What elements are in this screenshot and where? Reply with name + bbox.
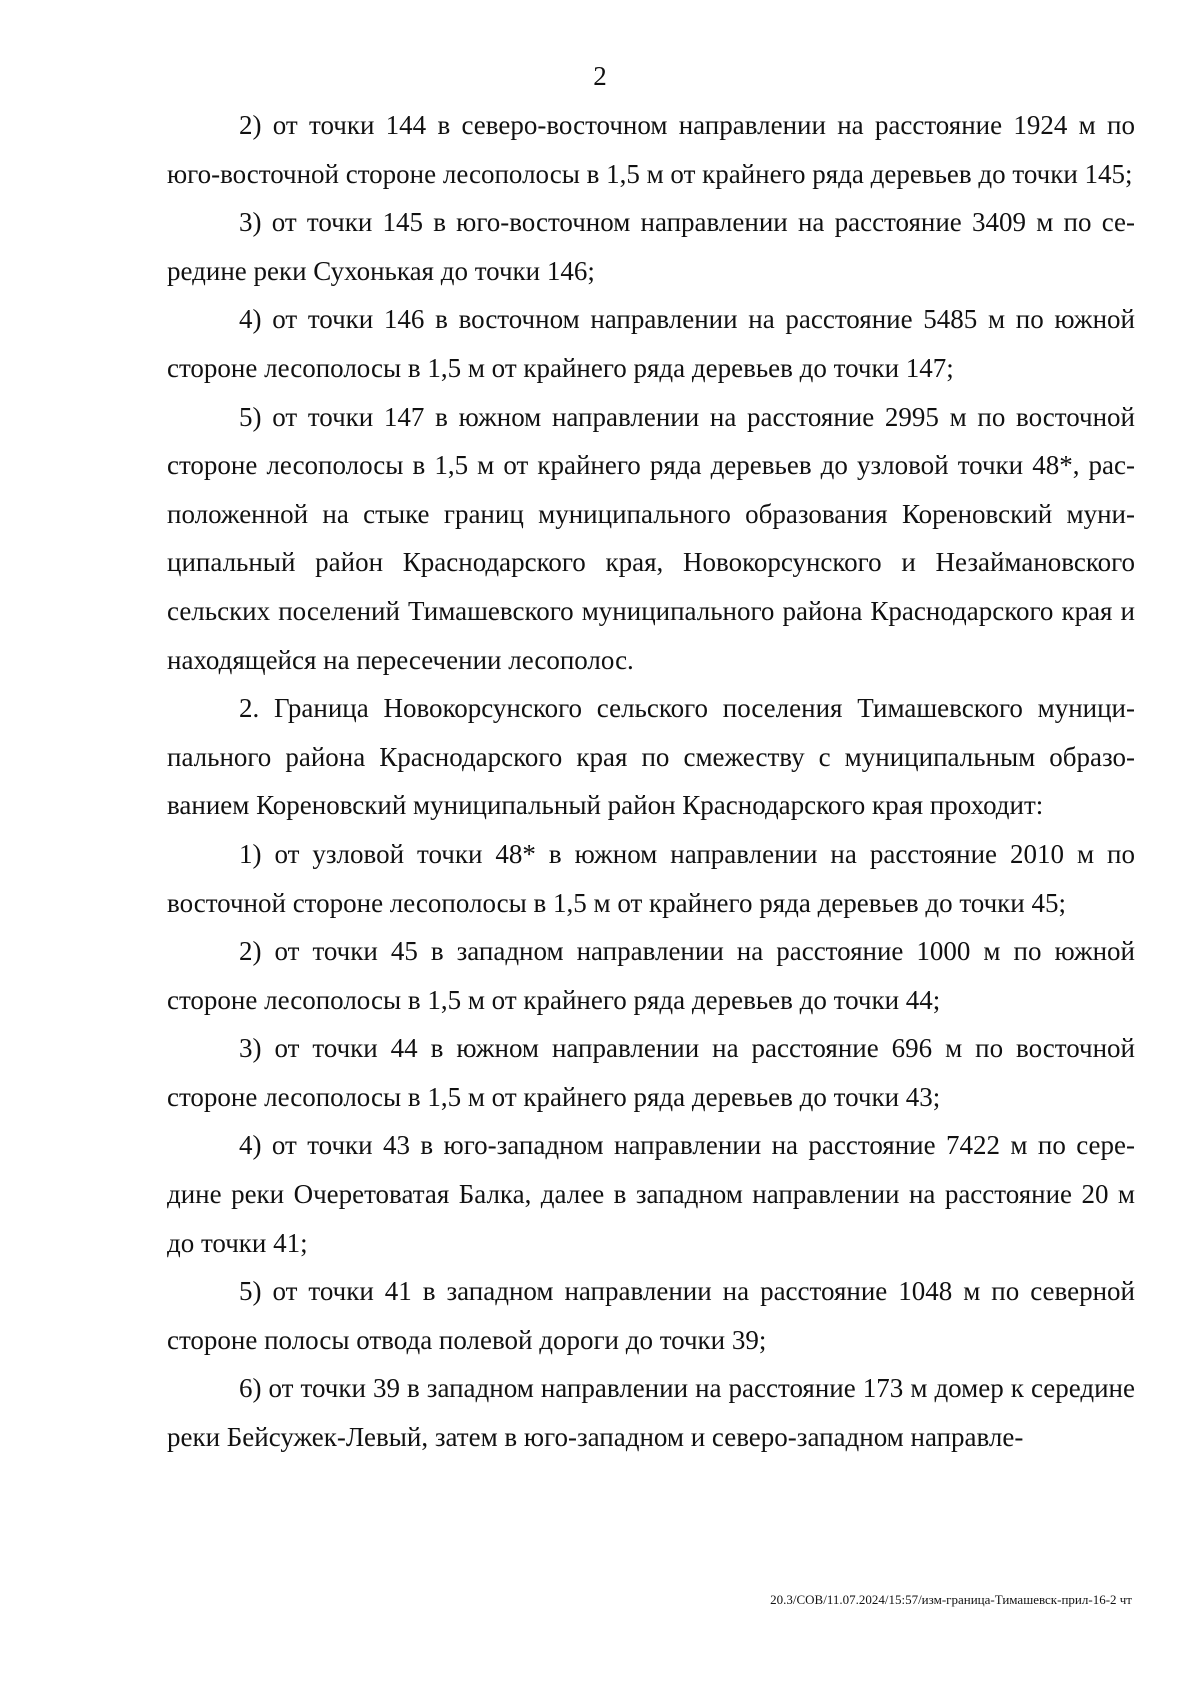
paragraph-10: 5) от точки 41 в западном направлении на расстояние 1048 м по северной стороне полосы отвода полевой дороги до точки 39; bbox=[167, 1276, 1135, 1355]
paragraph-2: 3) от точки 145 в юго-восточном направлении на расстояние 3409 м по середине реки Сухонькая до точки 146; bbox=[167, 207, 1135, 286]
paragraph-8: 3) от точки 44 в южном направлении на расстояние 696 м по восточной стороне лесополосы в 1,5 м от крайнего ряда деревьев до точки 43; bbox=[167, 1033, 1135, 1112]
paragraph-9: 4) от точки 43 в юго-западном направлении на расстояние 7422 м по середине реки Очеретоватая Балка, далее в западном направлении на расстояние 20 м до точки 41; bbox=[167, 1130, 1135, 1258]
page-number: 2 bbox=[593, 61, 607, 91]
paragraph-11: 6) от точки 39 в западном направлении на расстояние 173 м домер к середине реки Бейсужек-Левый, затем в юго-западном и северо-западном направле- bbox=[167, 1373, 1135, 1453]
paragraph-3: 4) от точки 146 в восточном направлении на расстояние 5485 м по южной стороне лесополосы в 1,5 м от крайнего ряда деревьев до точки 147; bbox=[167, 304, 1135, 383]
document-footer-code: 20.3/СОВ/11.07.2024/15:57/изм-граница-Тимашевск-прил-16-2 чт bbox=[770, 1592, 1132, 1607]
document-body bbox=[167, 101, 1135, 1462]
paragraph-6: 1) от узловой точки 48* в южном направлении на расстояние 2010 м по восточной стороне лесополосы в 1,5 м от крайнего ряда деревьев до точки 45; bbox=[167, 838, 1135, 918]
paragraph-5: 2. Граница Новокорсунского сельского поселения Тимашевского муниципального района Краснодарского края по смежеству с муниципальным образованием Кореновский муниципальный район Краснодарского края проходит: bbox=[167, 693, 1135, 821]
paragraph-1: 2) от точки 144 в северо-восточном направлении на расстояние 1924 м по юго-восточной стороне лесополосы в 1,5 м от крайнего ряда деревьев до точки 145; bbox=[167, 110, 1135, 189]
paragraph-4: 5) от точки 147 в южном направлении на расстояние 2995 м по восточной стороне лесополосы в 1,5 м от крайнего ряда деревьев до узловой точки 48*, расположенной на стыке границ муниципального образования Кореновский муниципальный район Краснодарского края, Новокорсунского и Незаймановского сельских поселений Тимашевского муниципального района Краснодарского края и находящейся на пересечении лесополос. bbox=[167, 401, 1135, 675]
paragraph-7: 2) от точки 45 в западном направлении на расстояние 1000 м по южной стороне лесополосы в 1,5 м от крайнего ряда деревьев до точки 44; bbox=[167, 936, 1135, 1015]
